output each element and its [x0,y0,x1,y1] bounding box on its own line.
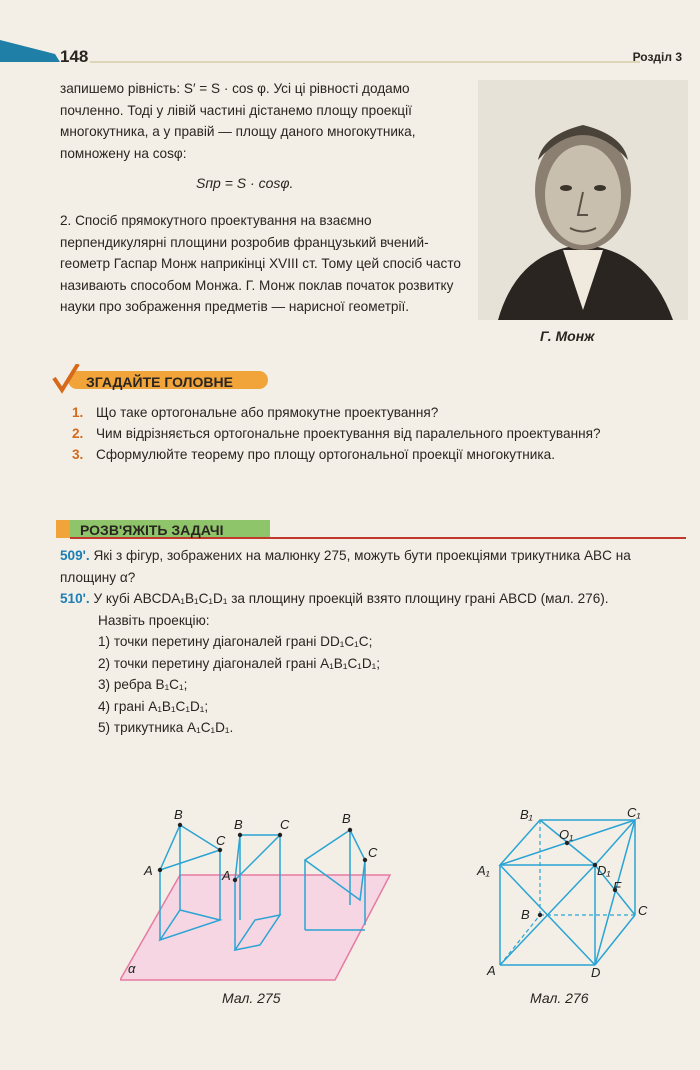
figure-276-caption: Мал. 276 [530,990,589,1006]
label-B: B [521,907,530,922]
list-item: 4) грані A₁B₁C₁D₁; [98,698,209,714]
list-item [72,423,682,444]
list-item: 1) точки перетину діагоналей грані DD₁C₁C; [98,634,373,649]
question-number: 1. [72,405,84,420]
list-item: 5) трикутника A₁C₁D₁. [98,720,234,735]
label-O1: O₁ [559,827,574,842]
recall-title: ЗГАДАЙТЕ ГОЛОВНЕ [86,374,233,390]
section-label: Розділ 3 [632,50,682,64]
tasks-title: РОЗВ'ЯЖІТЬ ЗАДАЧІ [80,522,224,538]
question-text: Сформулюйте теорему про площу ортогональної проекції многокутника. [96,447,555,462]
label-A: A [222,868,231,883]
recall-banner [70,370,233,396]
problem-510 [60,588,680,610]
figure-275-drawing [120,805,400,985]
label-D: D [591,965,601,980]
figure-275-caption: Мал. 275 [222,990,281,1006]
label-B: B [174,807,183,822]
label-B: B [342,811,351,826]
label-A1: A₁ [477,863,490,878]
label-C: C [638,903,648,918]
paragraph-1: запишемо рівність: S′ = S · cos φ. Усі ці рівності додамо почленно. Тоді у лівій частині дістанемо площу проекції многокутника, а у правій — площу даного многокутника, помножену на cosφ: [60,81,416,161]
question-text: Чим відрізняється ортогональне проектування від паралельного проектування? [96,426,601,441]
problem-number: 509'. [60,548,90,563]
label-C: C [368,845,378,860]
monge-portrait [478,80,688,320]
figure-276-drawing [475,805,665,985]
question-number: 3. [72,447,84,462]
list-item: 2) точки перетину діагоналей грані A₁B₁C₁D₁; [98,655,381,671]
label-C: C [280,817,290,832]
figure-275 [120,805,400,990]
problem-text: У кубі ABCDA₁B₁C₁D₁ за площину проекцій взято площину грані ABCD (мал. 276). [93,591,609,606]
question-text: Що таке ортогональне або прямокутне проектування? [96,405,439,420]
label-D1: D₁ [597,863,611,878]
paragraph-2: 2. Спосіб прямокутного проектування на взаємно перпендикулярні площини розробив французький вчений-геометр Гаспар Монж наприкінці XVIII ст. Тому цей спосіб часто називають способом Монжа. Г. Монж поклав початок розвитку науки про зображення предметів — нарисної геометрії. [60,213,461,314]
list-item [72,444,682,465]
label-A: A [487,963,496,978]
label-C1: C₁ [627,805,641,820]
area-formula: Sпр = S · cosφ. [196,175,294,191]
list-item [72,402,682,423]
portrait-caption: Г. Монж [540,328,595,344]
problem-number: 510'. [60,591,90,606]
recall-questions [72,402,682,465]
question-number: 2. [72,426,84,441]
problems [60,545,680,739]
header-band [0,40,700,64]
problem-prompt: Назвіть проекцію: [98,612,210,628]
page-number: 148 [60,47,89,66]
label-C: C [216,833,226,848]
label-B1: B₁ [520,807,533,822]
label-alpha: α [128,961,136,976]
figure-276 [475,805,665,990]
label-F: F [613,879,621,894]
tasks-banner [62,520,224,546]
problem-509 [60,545,680,588]
label-A: A [144,863,153,878]
problem-text: Які з фігур, зображених на малюнку 275, можуть бути проекціями трикутника ABC на площину α? [60,548,631,585]
list-item: 3) ребра B₁C₁; [98,677,188,692]
label-B: B [234,817,243,832]
